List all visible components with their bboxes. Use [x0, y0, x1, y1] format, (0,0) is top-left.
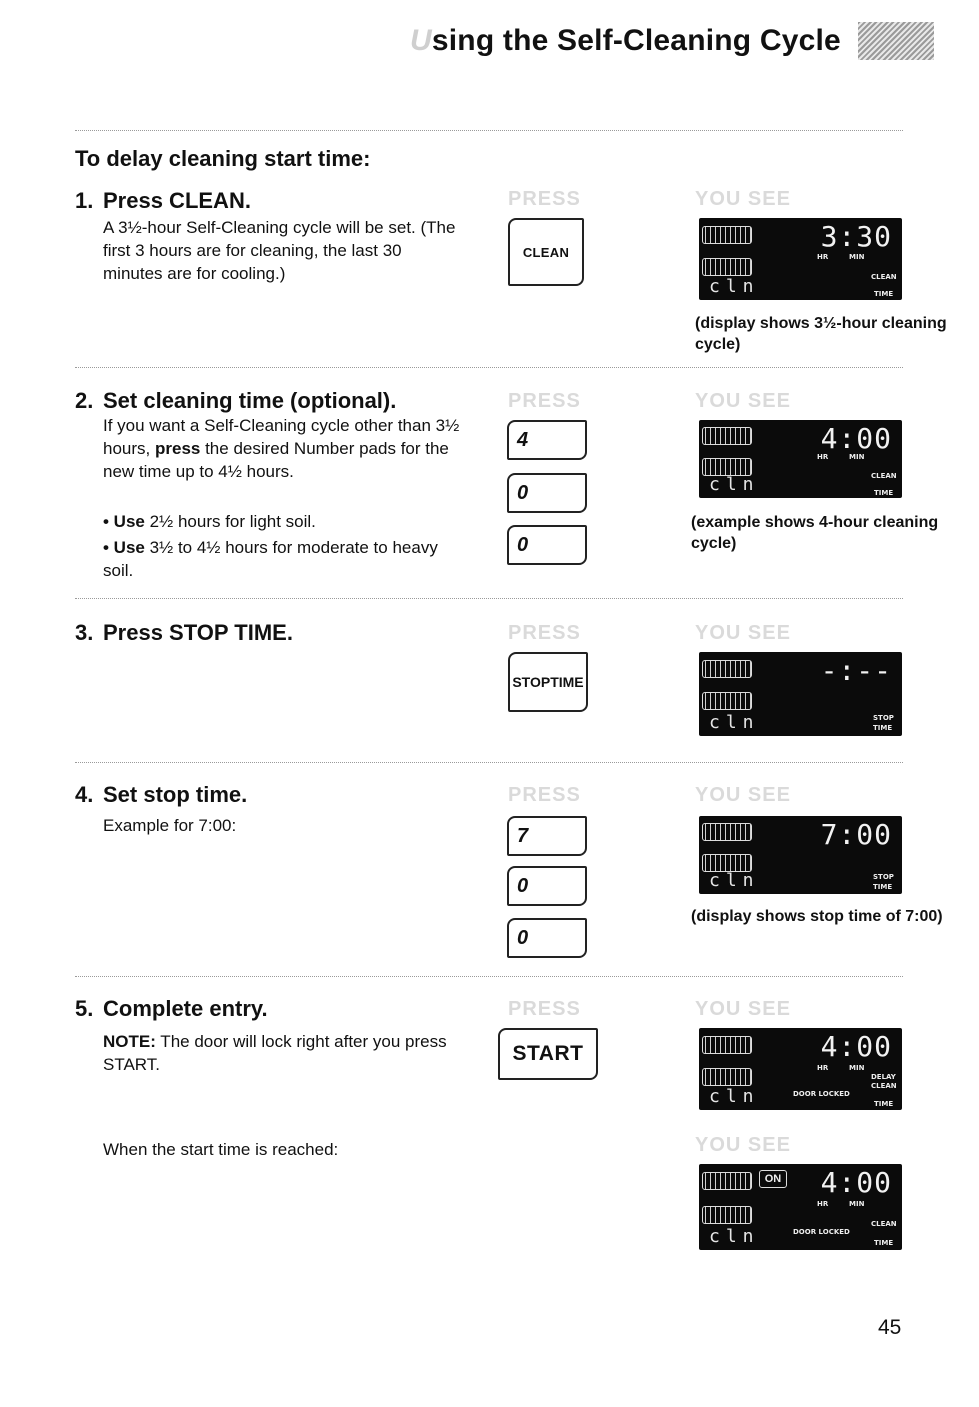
step-4-title: 4. Set stop time. — [75, 782, 248, 807]
delay-indicator: DELAY — [871, 1073, 896, 1081]
number-0-pad-button[interactable]: 0 — [507, 918, 587, 958]
display-time: 4:00 — [820, 1030, 892, 1063]
min-indicator: MIN — [849, 1200, 865, 1208]
step-2-bullet: • Use 3½ to 4½ hours for moderate to heavy soil. — [103, 538, 438, 580]
step-2-caption: (example shows 4-hour cleaning cycle) — [691, 514, 939, 552]
display-time: -:-- — [820, 654, 892, 687]
after-start-text: When the start time is reached: — [103, 1140, 339, 1159]
display-code: cln — [709, 276, 760, 297]
hr-indicator: HR — [817, 453, 829, 461]
clean-pad-button[interactable]: CLEAN — [508, 218, 584, 286]
stop-indicator: STOP — [873, 873, 894, 881]
step-4-body: Example for 7:00: — [103, 816, 237, 835]
hr-indicator: HR — [817, 253, 829, 261]
oven-cavity-icon — [702, 1068, 752, 1086]
min-indicator: MIN — [849, 253, 865, 261]
oven-display — [699, 420, 902, 498]
oven-on-indicator: ON — [759, 1170, 787, 1188]
section-heading: To delay cleaning start time: — [75, 146, 371, 171]
oven-cavity-icon — [702, 823, 752, 841]
display-code: cln — [709, 870, 760, 891]
display-time: 4:00 — [820, 1166, 892, 1199]
display-code: cln — [709, 1226, 760, 1247]
clean-indicator: CLEAN — [871, 472, 897, 480]
stop-time-pad-button[interactable]: STOP TIME — [508, 652, 588, 712]
oven-display — [699, 218, 902, 300]
min-indicator: MIN — [849, 453, 865, 461]
number-0-pad-button[interactable]: 0 — [507, 473, 587, 513]
step-1-title: 1. Press CLEAN. — [75, 188, 251, 213]
oven-cavity-icon — [702, 1172, 752, 1190]
press-label: PRESS — [508, 188, 581, 210]
oven-cavity-icon — [702, 660, 752, 678]
number-4-pad-button[interactable]: 4 — [507, 420, 587, 460]
time-indicator: TIME — [874, 1239, 894, 1247]
press-label: PRESS — [508, 622, 581, 644]
time-indicator: TIME — [874, 1100, 894, 1108]
clean-indicator: CLEAN — [871, 1220, 897, 1228]
oven-cavity-icon — [702, 692, 752, 710]
you-see-label: YOU SEE — [695, 998, 791, 1020]
oven-display — [699, 1164, 902, 1250]
oven-cavity-icon — [702, 226, 752, 244]
you-see-label: YOU SEE — [695, 784, 791, 806]
step-2-body: If you want a Self-Cleaning cycle other than 3½ hours, press the desired Number pads for the new time up to 4½ hours. — [103, 416, 460, 481]
hr-indicator: HR — [817, 1200, 829, 1208]
step-2-title: 2. Set cleaning time (optional). — [75, 388, 397, 413]
display-time: 3:30 — [820, 220, 892, 253]
time-indicator: TIME — [874, 290, 894, 298]
number-0-pad-button[interactable]: 0 — [507, 866, 587, 906]
number-7-pad-button[interactable]: 7 — [507, 816, 587, 856]
oven-cavity-icon — [702, 1036, 752, 1054]
start-pad-button[interactable]: START — [498, 1028, 598, 1080]
step-1-caption: (display shows 3½-hour cleaning cycle) — [695, 315, 947, 353]
stop-indicator: STOP — [873, 714, 894, 722]
door-locked-indicator: DOOR LOCKED — [793, 1090, 850, 1098]
divider — [75, 762, 903, 763]
display-code: cln — [709, 712, 760, 733]
step-4-caption: (display shows stop time of 7:00) — [691, 908, 943, 925]
hr-indicator: HR — [817, 1064, 829, 1072]
oven-display — [699, 652, 902, 736]
clean-indicator: CLEAN — [871, 1082, 897, 1090]
time-indicator: TIME — [873, 724, 893, 732]
oven-cavity-icon — [702, 427, 752, 445]
oven-cavity-icon — [702, 258, 752, 276]
you-see-label: YOU SEE — [695, 1134, 791, 1156]
display-time: 4:00 — [820, 422, 892, 455]
step-3-title: 3. Press STOP TIME. — [75, 620, 293, 645]
press-label: PRESS — [508, 998, 581, 1020]
step-2-bullet: • Use 2½ hours for light soil. — [103, 512, 316, 531]
divider — [75, 598, 903, 599]
display-code: cln — [709, 474, 760, 495]
decorative-logo-icon — [858, 22, 934, 60]
step-5-note: NOTE: The door will lock right after you press START. — [103, 1032, 447, 1074]
press-label: PRESS — [508, 784, 581, 806]
divider — [75, 130, 903, 131]
you-see-label: YOU SEE — [695, 622, 791, 644]
display-code: cln — [709, 1086, 760, 1107]
press-label: PRESS — [508, 390, 581, 412]
time-indicator: TIME — [874, 489, 894, 497]
oven-display — [699, 816, 902, 894]
oven-display — [699, 1028, 902, 1110]
door-locked-indicator: DOOR LOCKED — [793, 1228, 850, 1236]
number-0-pad-button[interactable]: 0 — [507, 525, 587, 565]
oven-cavity-icon — [702, 1206, 752, 1224]
step-1-body: A 3½-hour Self-Cleaning cycle will be set. (The first 3 hours are for cleaning, the last 30 minutes are for cooling.) — [103, 218, 456, 283]
divider — [75, 976, 903, 977]
clean-indicator: CLEAN — [871, 273, 897, 281]
you-see-label: YOU SEE — [695, 390, 791, 412]
step-5-title: 5. Complete entry. — [75, 996, 268, 1021]
display-time: 7:00 — [820, 818, 892, 851]
you-see-label: YOU SEE — [695, 188, 791, 210]
min-indicator: MIN — [849, 1064, 865, 1072]
page-number: 45 — [878, 1316, 902, 1339]
divider — [75, 367, 903, 368]
time-indicator: TIME — [873, 883, 893, 891]
page-title: Using the Self-Cleaning Cycle — [410, 24, 841, 57]
